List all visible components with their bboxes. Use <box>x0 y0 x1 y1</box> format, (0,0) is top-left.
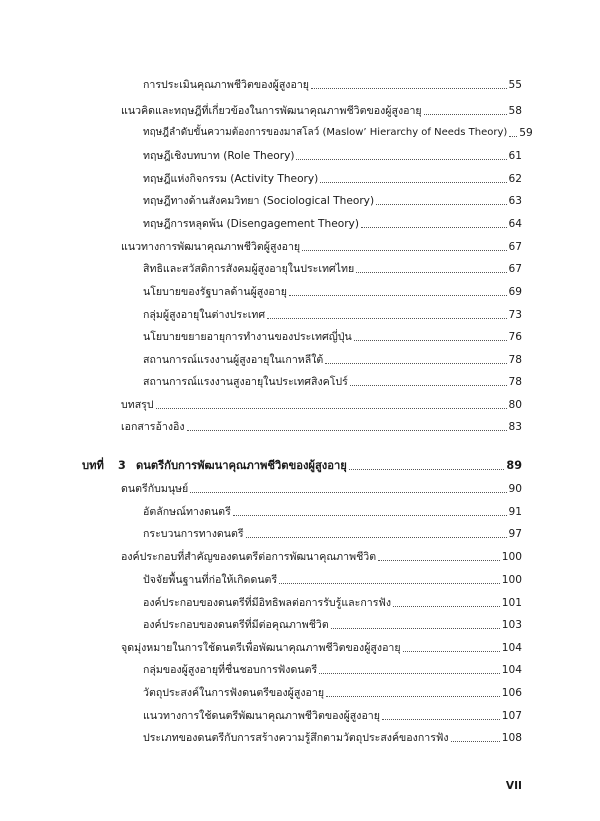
toc-entry-page: 78 <box>508 376 522 388</box>
toc-entry-page: 78 <box>508 354 522 366</box>
dot-leader <box>187 430 507 431</box>
toc-entry-title: การประเมินคุณภาพชีวิตของผู้สูงอายุ <box>143 79 309 91</box>
toc-entry-title: กลุ่มผู้สูงอายุในต่างประเทศ <box>143 309 266 321</box>
toc-entry-page: 67 <box>508 263 522 275</box>
toc-entry <box>121 482 522 496</box>
toc-entry-page: 80 <box>508 399 522 411</box>
dot-leader <box>296 159 506 160</box>
dot-leader <box>382 719 500 720</box>
toc-entry-page: 83 <box>508 421 522 433</box>
toc-entry-page: 100 <box>501 574 522 586</box>
dot-leader <box>361 227 507 228</box>
toc-entry <box>143 731 522 745</box>
toc-entry-title: กลุ่มของผู้สูงอายุที่ชื่นชอบการฟังดนตรี <box>143 664 318 676</box>
toc-entry-title: เอกสารอ้างอิง <box>121 421 185 433</box>
toc-entry <box>143 172 522 186</box>
chapter-label: บทที่ <box>82 459 104 472</box>
toc-entry-page: 106 <box>501 687 522 699</box>
toc-entry-page: 61 <box>508 150 522 162</box>
chapter-title: ดนตรีกับการพัฒนาคุณภาพชีวิตของผู้สูงอายุ <box>136 459 347 472</box>
toc-entry-title: ทฤษฎีลำดับขั้นความต้องการของมาสโลว์ (Maslow’ Hierarchy of Needs Theory) <box>143 127 508 138</box>
toc-entry-title: องค์ประกอบของดนตรีที่มีอิทธิพลต่อการรับรู้และการฟัง <box>143 597 392 609</box>
dot-leader <box>289 295 507 296</box>
dot-leader <box>233 515 507 516</box>
page-folio: VII <box>505 780 522 792</box>
toc-entry-page: 73 <box>508 309 522 321</box>
dot-leader <box>509 136 517 137</box>
toc-entry-page: 100 <box>501 551 522 563</box>
toc-entry-page: 101 <box>501 597 522 609</box>
dot-leader <box>451 741 500 742</box>
dot-leader <box>190 492 506 493</box>
toc-entry-page: 90 <box>508 483 522 495</box>
toc-entry-title: องค์ประกอบที่สำคัญของดนตรีต่อการพัฒนาคุณภาพชีวิต <box>121 551 377 563</box>
toc-entry-title: นโยบายของรัฐบาลด้านผู้สูงอายุ <box>143 286 287 298</box>
toc-entry <box>143 596 522 610</box>
dot-leader <box>320 182 506 183</box>
toc-entry <box>143 686 522 700</box>
toc-entry-page: 55 <box>508 79 522 91</box>
dot-leader <box>376 204 506 205</box>
dot-leader <box>354 340 507 341</box>
toc-entry <box>143 505 522 519</box>
toc-entry-page: 62 <box>508 173 522 185</box>
toc-entry-title: ประเภทของดนตรีกับการสร้างความรู้สึกตามวัตถุประสงค์ของการฟัง <box>143 732 449 744</box>
toc-entry-title: ทฤษฎีทางด้านสังคมวิทยา (Sociological Theory) <box>143 195 375 207</box>
toc-entry-page: 104 <box>501 642 522 654</box>
dot-leader <box>349 469 505 470</box>
toc-entry-title: กระบวนการทางดนตรี <box>143 528 244 540</box>
toc-entry-page: 67 <box>508 241 522 253</box>
toc-entry-title: แนวทางการใช้ดนตรีพัฒนาคุณภาพชีวิตของผู้สูงอายุ <box>143 710 380 722</box>
dot-leader <box>424 114 507 115</box>
toc-entry-title: แนวทางการพัฒนาคุณภาพชีวิตผู้สูงอายุ <box>121 241 301 253</box>
toc-entry <box>143 194 522 208</box>
toc-entry-title: ดนตรีกับมนุษย์ <box>121 483 189 495</box>
chapter-heading <box>82 459 522 473</box>
dot-leader <box>302 250 506 251</box>
dot-leader <box>325 363 506 364</box>
toc-entry <box>143 285 522 299</box>
toc-entry-page: 97 <box>508 528 522 540</box>
dot-leader <box>378 560 500 561</box>
toc-entry <box>143 149 522 163</box>
toc-entry <box>121 398 522 412</box>
toc-entry <box>143 262 522 276</box>
toc-entry-page: 104 <box>501 664 522 676</box>
toc-entry <box>121 641 522 655</box>
dot-leader <box>267 318 506 319</box>
toc-entry-title: บทสรุป <box>121 399 154 411</box>
toc-entry <box>143 375 522 389</box>
toc-entry-title: วัตถุประสงค์ในการฟังดนตรีของผู้สูงอายุ <box>143 687 325 699</box>
dot-leader <box>156 408 507 409</box>
toc-entry <box>143 663 522 677</box>
toc-entry <box>143 308 522 322</box>
toc-entry-title: จุดมุ่งหมายในการใช้ดนตรีเพื่อพัฒนาคุณภาพชีวิตของผู้สูงอายุ <box>121 642 401 654</box>
toc-entry-title: สถานการณ์แรงงานผู้สูงอายุในเกาหลีใต้ <box>143 354 324 366</box>
toc-entry-page: 59 <box>519 127 533 139</box>
toc-entry-page: 91 <box>508 506 522 518</box>
toc-entry-title: ทฤษฎีเชิงบทบาท (Role Theory) <box>143 150 295 162</box>
toc-entry-page: 69 <box>508 286 522 298</box>
chapter-number: 3 <box>118 459 126 472</box>
dot-leader <box>279 583 500 584</box>
dot-leader <box>246 537 507 538</box>
toc-entry-title: ปัจจัยพื้นฐานที่ก่อให้เกิดดนตรี <box>143 574 278 586</box>
toc-entry-title: สิทธิและสวัสดิการสังคมผู้สูงอายุในประเทศไทย <box>143 263 355 275</box>
toc-entry-title: แนวคิดและทฤษฎีที่เกี่ยวข้องในการพัฒนาคุณภาพชีวิตของผู้สูงอายุ <box>121 105 422 117</box>
dot-leader <box>319 673 500 674</box>
toc-entry-page: 108 <box>501 732 522 744</box>
toc-entry-page: 107 <box>501 710 522 722</box>
toc-entry <box>143 217 522 231</box>
dot-leader <box>311 88 507 89</box>
dot-leader <box>356 272 506 273</box>
toc-entry-title: นโยบายขยายอายุการทำงานของประเทศญี่ปุ่น <box>143 331 352 343</box>
dot-leader <box>326 696 500 697</box>
toc-entry-title: องค์ประกอบของดนตรีที่มีต่อคุณภาพชีวิต <box>143 619 329 631</box>
toc-entry-page: 63 <box>508 195 522 207</box>
toc-entry-title: อัตลักษณ์ทางดนตรี <box>143 506 231 518</box>
toc-entry <box>121 104 522 118</box>
toc-entry <box>143 527 522 541</box>
dot-leader <box>331 628 500 629</box>
toc-entry <box>143 330 522 344</box>
toc-entry <box>143 709 522 723</box>
toc-entry-title: ทฤษฎีการหลุดพ้น (Disengagement Theory) <box>143 218 359 230</box>
toc-entry-page: 64 <box>508 218 522 230</box>
toc-entry <box>121 550 522 564</box>
chapter-page: 89 <box>506 459 522 472</box>
toc-entry-page: 58 <box>508 105 522 117</box>
dot-leader <box>403 651 500 652</box>
toc-entry-page: 76 <box>508 331 522 343</box>
toc-entry-page: 103 <box>501 619 522 631</box>
toc-entry <box>143 618 522 632</box>
toc-entry <box>143 78 522 92</box>
toc-entry-title: ทฤษฎีแห่งกิจกรรม (Activity Theory) <box>143 173 319 185</box>
toc-entry-title: สถานการณ์แรงงานสูงอายุในประเทศสิงคโปร์ <box>143 376 348 388</box>
toc-entry <box>121 240 522 254</box>
toc-entry <box>143 353 522 367</box>
toc-entry <box>143 573 522 587</box>
toc-entry <box>143 126 533 140</box>
toc-entry <box>121 420 522 434</box>
dot-leader <box>393 606 500 607</box>
dot-leader <box>350 385 507 386</box>
